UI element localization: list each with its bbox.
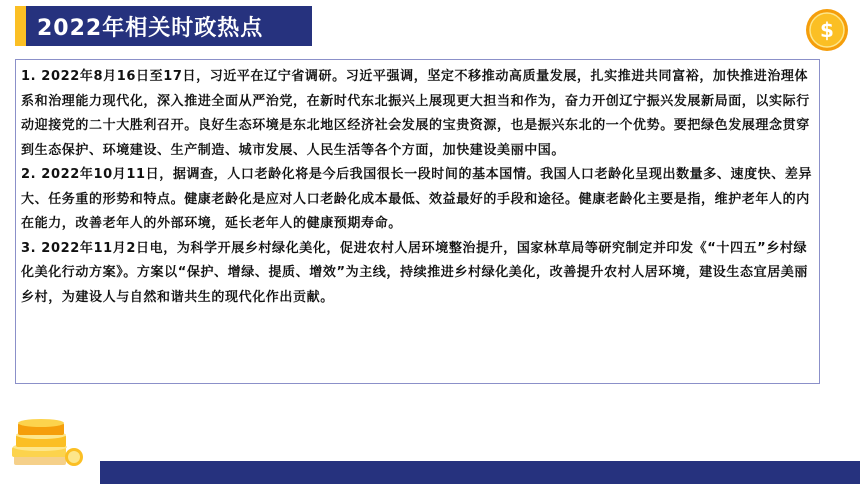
dollar-coin-icon [805,8,849,52]
title-banner [15,6,312,46]
page-title: 2022年相关时政热点 [37,16,264,41]
paragraph-1: 1. 2022年8月16日至17日，习近平在辽宁省调研。习近平强调，坚定不移推动高质量发展，扎实推进共同富裕，加快推进治理体系和治理能力现代化，深入推进全面从严治党，在新时代东北振兴上展现更大担当和作为，奋力开创辽宁振兴发展新局面，以实际行动迎接党的二十大胜利召开。良好生态环境是东北地区经济社会发展的宝贵资源，也是振兴东北的一个优势。要把绿色发展理念贯穿到生态保护、环境建设、生产制造、城市发展、人民生活等各个方面，加快建设美丽中国。 [21,69,810,158]
coin-stack-icon [10,417,90,467]
footer-bar [100,461,860,484]
svg-text:$: $ [820,18,834,42]
content-box [15,59,820,384]
paragraph-2: 2. 2022年10月11日，据调查，人口老龄化将是今后我国很长一段时间的基本国情。我国人口老龄化呈现出数量多、速度快、差异大、任务重的形势和特点。健康老龄化是应对人口老龄化成本最低、效益最好的手段和途径。健康老龄化主要是指，维护老年人的内在能力，改善老年人的外部环境，延长老年人的健康预期寿命。 [21,167,813,231]
content-text [21,65,814,310]
paragraph-3: 3. 2022年11月2日电，为科学开展乡村绿化美化，促进农村人居环境整治提升，国家林草局等研究制定并印发《“十四五”乡村绿化美化行动方案》。方案以“保护、增绿、提质、增效”为主线，持续推进乡村绿化美化，改善提升农村人居环境，建设生态宜居美丽乡村，为建设人与自然和谐共生的现代化作出贡献。 [21,240,808,305]
